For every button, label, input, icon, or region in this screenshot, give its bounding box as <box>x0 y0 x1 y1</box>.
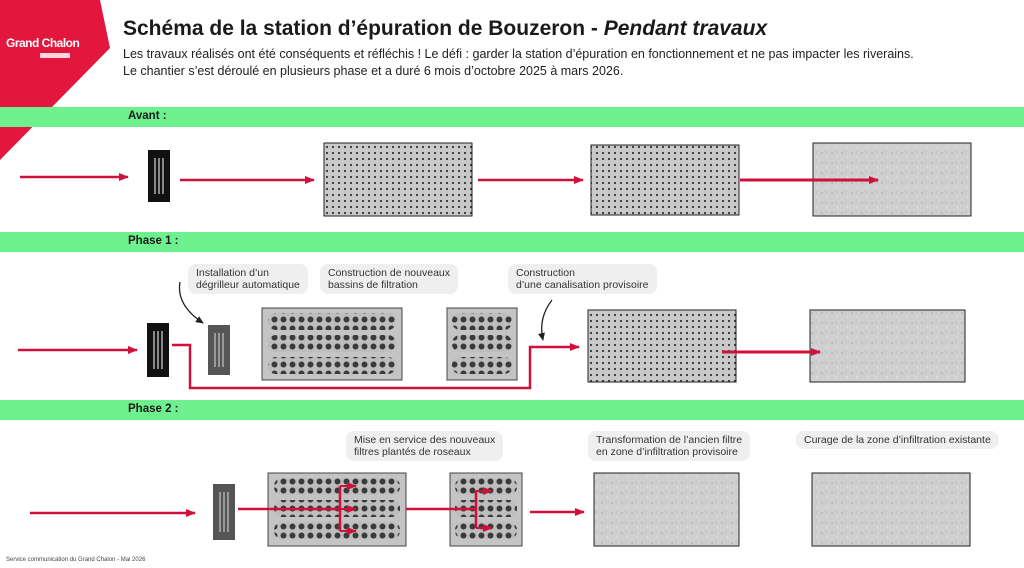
bubble-text: dégrilleur automatique <box>196 279 300 291</box>
label-phase2: Phase 2 : <box>128 403 179 415</box>
footer-credit: Service communication du Grand Chalon - Mai 2026 <box>6 557 146 563</box>
bubble-text: Mise en service des nouveaux <box>354 434 496 446</box>
intro-line-1: Les travaux réalisés ont été conséquents et réfléchis ! Le défi : garder la station d’épuration en fonctionnement et ne pas impacter les riverains. <box>123 47 914 61</box>
bubble-text: Installation d’un <box>196 267 269 279</box>
filter-basin <box>324 143 472 216</box>
grille-icon <box>147 323 169 377</box>
bubble-text: Curage de la zone d’infiltration existante <box>804 434 991 446</box>
bubble-text: Construction de nouveaux <box>328 267 450 279</box>
automatic-screen-icon <box>208 325 230 375</box>
bubble-text: d’une canalisation provisoire <box>516 279 649 291</box>
label-phase1: Phase 1 : <box>128 235 179 247</box>
filter-basin <box>588 310 736 382</box>
infiltration-zone <box>810 310 965 382</box>
bubble-degrilleur <box>188 264 308 294</box>
title-main: Schéma de la station d’épuration de Bouzeron - <box>123 17 604 40</box>
grille-icon <box>148 150 170 202</box>
provisional-infiltration-zone <box>594 473 739 546</box>
bubble-canalisation <box>508 264 657 294</box>
automatic-screen-icon <box>213 484 235 540</box>
bubble-transformation <box>588 431 750 461</box>
annotation-arrow <box>542 300 552 340</box>
infiltration-zone <box>812 473 970 546</box>
bubble-text: en zone d’infiltration provisoire <box>596 446 738 458</box>
filter-basin <box>591 145 739 215</box>
new-filter-basin <box>447 308 517 380</box>
bubble-text: Construction <box>516 267 575 279</box>
bubble-text: Transformation de l’ancien filtre <box>596 434 743 446</box>
bubble-bassins <box>320 264 458 294</box>
title-italic: Pendant travaux <box>603 17 768 40</box>
label-avant: Avant : <box>128 110 167 122</box>
intro-line-2: Le chantier s’est déroulé en plusieurs phase et a duré 6 mois d’octobre 2025 à mars 2026. <box>123 64 624 78</box>
new-filter-basin <box>262 308 402 380</box>
logo-text: Grand Chalon <box>6 36 80 50</box>
bubble-text: bassins de filtration <box>328 279 418 291</box>
bubble-text: filtres plantés de roseaux <box>354 446 471 458</box>
bubble-curage <box>796 431 999 449</box>
bubble-filtres <box>346 431 503 461</box>
